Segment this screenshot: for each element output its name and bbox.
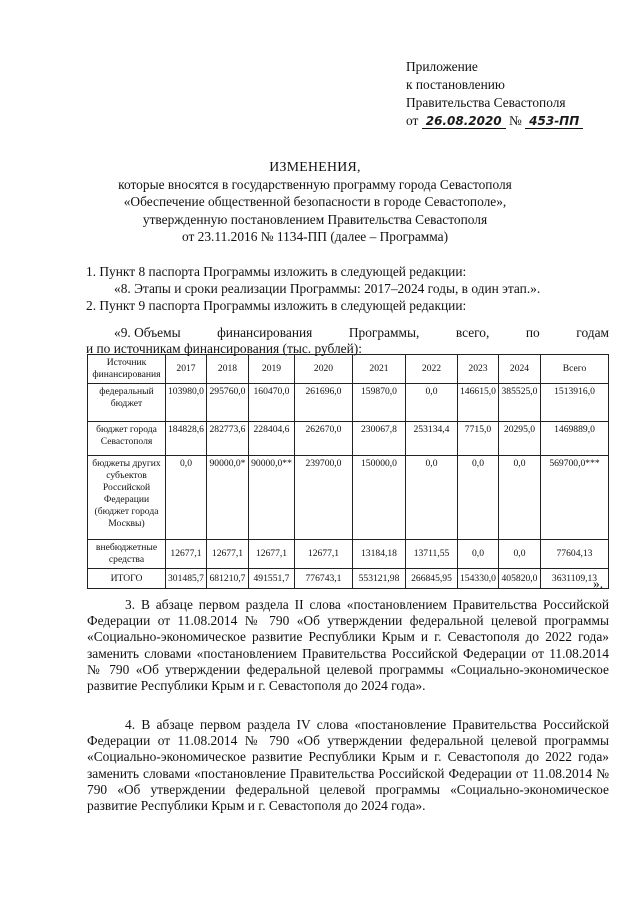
table-cell: 0,0 [166,456,207,540]
header-cell: 2019 [249,355,295,384]
table-row [88,540,609,569]
table-header-row [88,355,609,384]
table-row [88,456,609,540]
financing-table [87,354,609,589]
table-cell: 184828,6 [166,422,207,456]
table-cell: 146615,0 [458,384,499,422]
table-cell: 103980,0 [166,384,207,422]
item-3-text: 3. В абзаце первом раздела II слова «постановлением Правительства Российской Федерации от 11.08.2014 № 790 «Об утверждении федеральной целевой программы «Социально-экономическое развитие Республики Крым и г. Севастополя до 2022 года» заменить словами «постановлением Правительства Российской Федерации от 11.08.2014 № 790 «Об утверждении федеральной целевой программы «Социально-экономическое развитие Республики Крым и г. Севастополя до 2024 года». [87,597,609,694]
item-3 [87,597,609,694]
table-cell: 262670,0 [295,422,353,456]
table-row-total [88,569,609,589]
item-2-word: Программы, [348,325,420,340]
row-source: внебюджетные средства [88,540,166,569]
item-2: 2. Пункт 9 паспорта Программы изложить в следующей редакции: [86,298,467,313]
table-cell: 681210,7 [207,569,249,589]
annex-line-1: Приложение [406,59,478,74]
annex-line-3: Правительства Севастополя [406,95,566,110]
item-2-word: всего, [455,325,490,340]
table-cell: 20295,0 [499,422,541,456]
table-cell: 160470,0 [249,384,295,422]
handwritten-date: 26.08.2020 [422,114,506,129]
header-cell: 2017 [166,355,207,384]
table-cell: 230067,8 [353,422,406,456]
item-1-text: «8. Этапы и сроки реализации Программы: 2017–2024 годы, в один этап.». [114,281,541,296]
table-cell: 569700,0*** [541,456,609,540]
table-cell: 776743,1 [295,569,353,589]
row-source: бюджеты других субъектов Российской Федерации (бюджет города Москвы) [88,456,166,540]
table-cell: 0,0 [499,456,541,540]
annex-number-label: № [509,113,522,128]
table-cell: 1469889,0 [541,422,609,456]
table-cell: 385525,0 [499,384,541,422]
table-cell: 0,0 [499,540,541,569]
table-cell: 553121,98 [353,569,406,589]
table-cell: 1513916,0 [541,384,609,422]
handwritten-number: 453-ПП [525,114,583,129]
table-cell: 12677,1 [249,540,295,569]
document-title [40,158,590,246]
table-cell: 90000,0* [207,456,249,540]
row-source: ИТОГО [88,569,166,589]
item-2-word: «9. Объемы [114,325,181,340]
title-line-1: которые вносятся в государственную программу города Севастополя [118,176,512,192]
header-cell: Всего [541,355,609,384]
table-cell: 228404,6 [249,422,295,456]
annex-date-line [406,112,621,130]
table-cell: 12677,1 [295,540,353,569]
table-cell: 0,0 [406,456,458,540]
table-cell: 282773,6 [207,422,249,456]
header-cell: 2021 [353,355,406,384]
table-cell: 13711,55 [406,540,458,569]
item-4-text: 4. В абзаце первом раздела IV слова «постановление Правительства Российской Федерации от 11.08.2014 № 790 «Об утверждении федеральной целевой программы «Социально-экономическое развитие Республики Крым и г. Севастополя до 2022 года» заменить словами «постановление Правительства Российской Федерации от 11.08.2014 № 790 «Об утверждении федеральной целевой программы «Социально-экономическое развитие Республики Крым и г. Севастополя до 2024 года». [87,717,609,814]
table-cell: 7715,0 [458,422,499,456]
item-2-continuation: и по источникам финансирования (тыс. рублей): [86,341,362,356]
table-cell: 13184,18 [353,540,406,569]
table-cell: 12677,1 [207,540,249,569]
header-cell: 2022 [406,355,458,384]
table-cell: 3631109,13 [541,569,609,589]
table-closing-quote: ». [593,576,604,591]
item-2-text [86,325,609,341]
title-line-3: утвержденную постановлением Правительства Севастополя [142,211,488,227]
table-cell: 491551,7 [249,569,295,589]
annex-block [406,58,621,130]
table-cell: 77604,13 [541,540,609,569]
item-2-word: финансирования [217,325,313,340]
table-cell: 301485,7 [166,569,207,589]
row-source: федеральный бюджет [88,384,166,422]
header-cell: Источник финансирования [88,355,166,384]
header-cell: 2024 [499,355,541,384]
item-2-word: годам [576,325,609,340]
table-cell: 239700,0 [295,456,353,540]
title-line-4: от 23.11.2016 № 1134-ПП (далее – Программа) [181,229,449,245]
item-4 [87,717,609,814]
title-line-2: «Обеспечение общественной безопасности в городе Севастополе», [123,194,507,210]
header-cell: 2018 [207,355,249,384]
item-1: 1. Пункт 8 паспорта Программы изложить в следующей редакции: [86,264,467,279]
table-cell: 0,0 [458,456,499,540]
title-heading: ИЗМЕНЕНИЯ, [269,159,361,174]
table-cell: 0,0 [406,384,458,422]
header-cell: 2023 [458,355,499,384]
table-row [88,422,609,456]
table-cell: 261696,0 [295,384,353,422]
header-cell: 2020 [295,355,353,384]
table-cell: 405820,0 [499,569,541,589]
table-cell: 90000,0** [249,456,295,540]
table-cell: 295760,0 [207,384,249,422]
annex-from-label: от [406,113,419,128]
annex-line-2: к постановлению [406,77,505,92]
table-row [88,384,609,422]
table-cell: 154330,0 [458,569,499,589]
table-cell: 266845,95 [406,569,458,589]
table-cell: 159870,0 [353,384,406,422]
table-cell: 12677,1 [166,540,207,569]
item-2-word: по [525,325,540,340]
table-cell: 150000,0 [353,456,406,540]
table-cell: 0,0 [458,540,499,569]
table-cell: 253134,4 [406,422,458,456]
row-source: бюджет города Севастополя [88,422,166,456]
